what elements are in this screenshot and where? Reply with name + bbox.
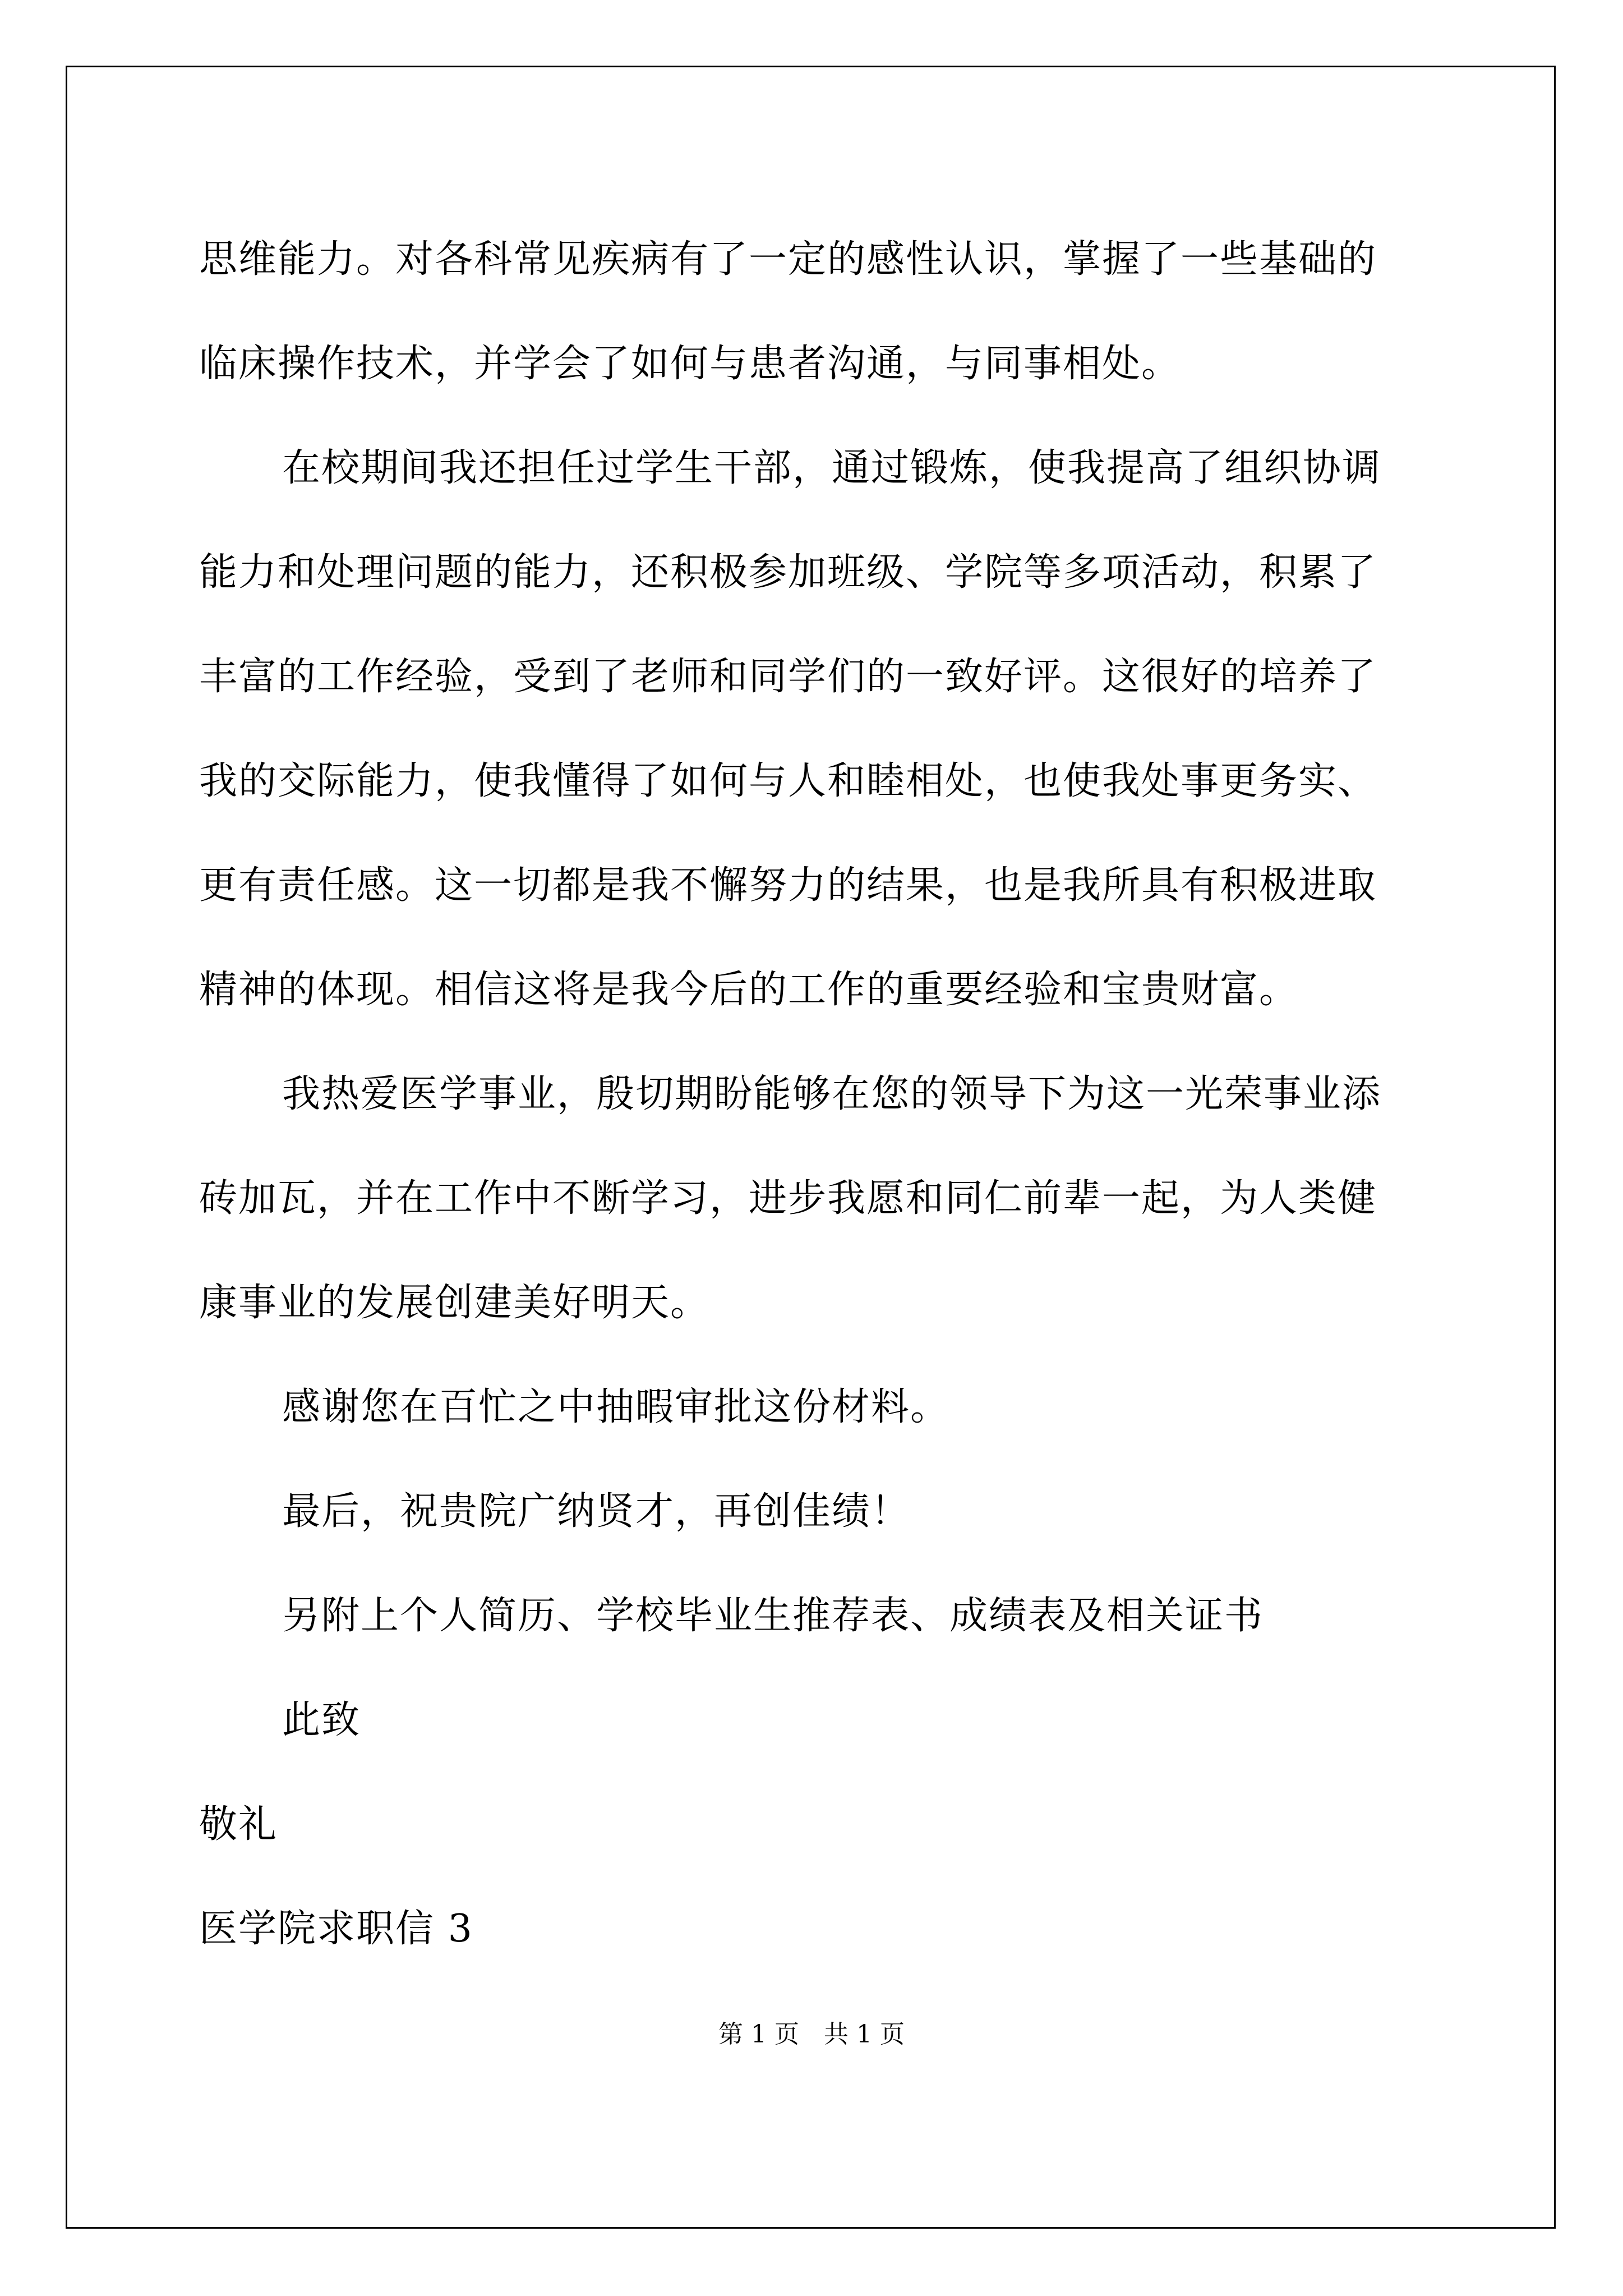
text-line: 敬礼 — [199, 1802, 278, 1847]
page-footer: 第 1 页 共 1 页 — [718, 2020, 905, 2049]
text-line: 精神的体现。相信这将是我今后的工作的重要经验和宝贵财富。 — [199, 968, 1299, 1012]
document-body — [199, 208, 1433, 1981]
text-line: 临床操作技术，并学会了如何与患者沟通，与同事相处。 — [199, 342, 1181, 386]
text-line: 丰富的工作经验，受到了老师和同学们的一致好评。这很好的培养了 — [199, 655, 1377, 699]
text-line: 康事业的发展创建美好明天。 — [199, 1281, 710, 1325]
text-line: 医学院求职信 3 — [199, 1907, 473, 1951]
text-line: 感谢您在百忙之中抽暇审批这份材料。 — [282, 1385, 950, 1429]
text-line: 我热爱医学事业，殷切期盼能够在您的领导下为这一光荣事业添 — [282, 1072, 1382, 1116]
text-line: 另附上个人简历、学校毕业生推荐表、成绩表及相关证书 — [282, 1594, 1264, 1638]
text-line: 我的交际能力，使我懂得了如何与人和睦相处，也使我处事更务实、 — [199, 759, 1377, 803]
text-line: 最后，祝贵院广纳贤才，再创佳绩！ — [282, 1489, 911, 1534]
text-line: 思维能力。对各科常见疾病有了一定的感性认识，掌握了一些基础的 — [199, 237, 1377, 282]
text-line: 此致 — [282, 1698, 361, 1742]
text-line: 砖加瓦，并在工作中不断学习，进步我愿和同仁前辈一起，为人类健 — [199, 1176, 1377, 1221]
text-line: 更有责任感。这一切都是我不懈努力的结果，也是我所具有积极进取 — [199, 863, 1377, 908]
text-line: 在校期间我还担任过学生干部，通过锻炼，使我提高了组织协调 — [282, 446, 1382, 490]
text-line: 能力和处理问题的能力，还积极参加班级、学院等多项活动，积累了 — [199, 550, 1377, 595]
